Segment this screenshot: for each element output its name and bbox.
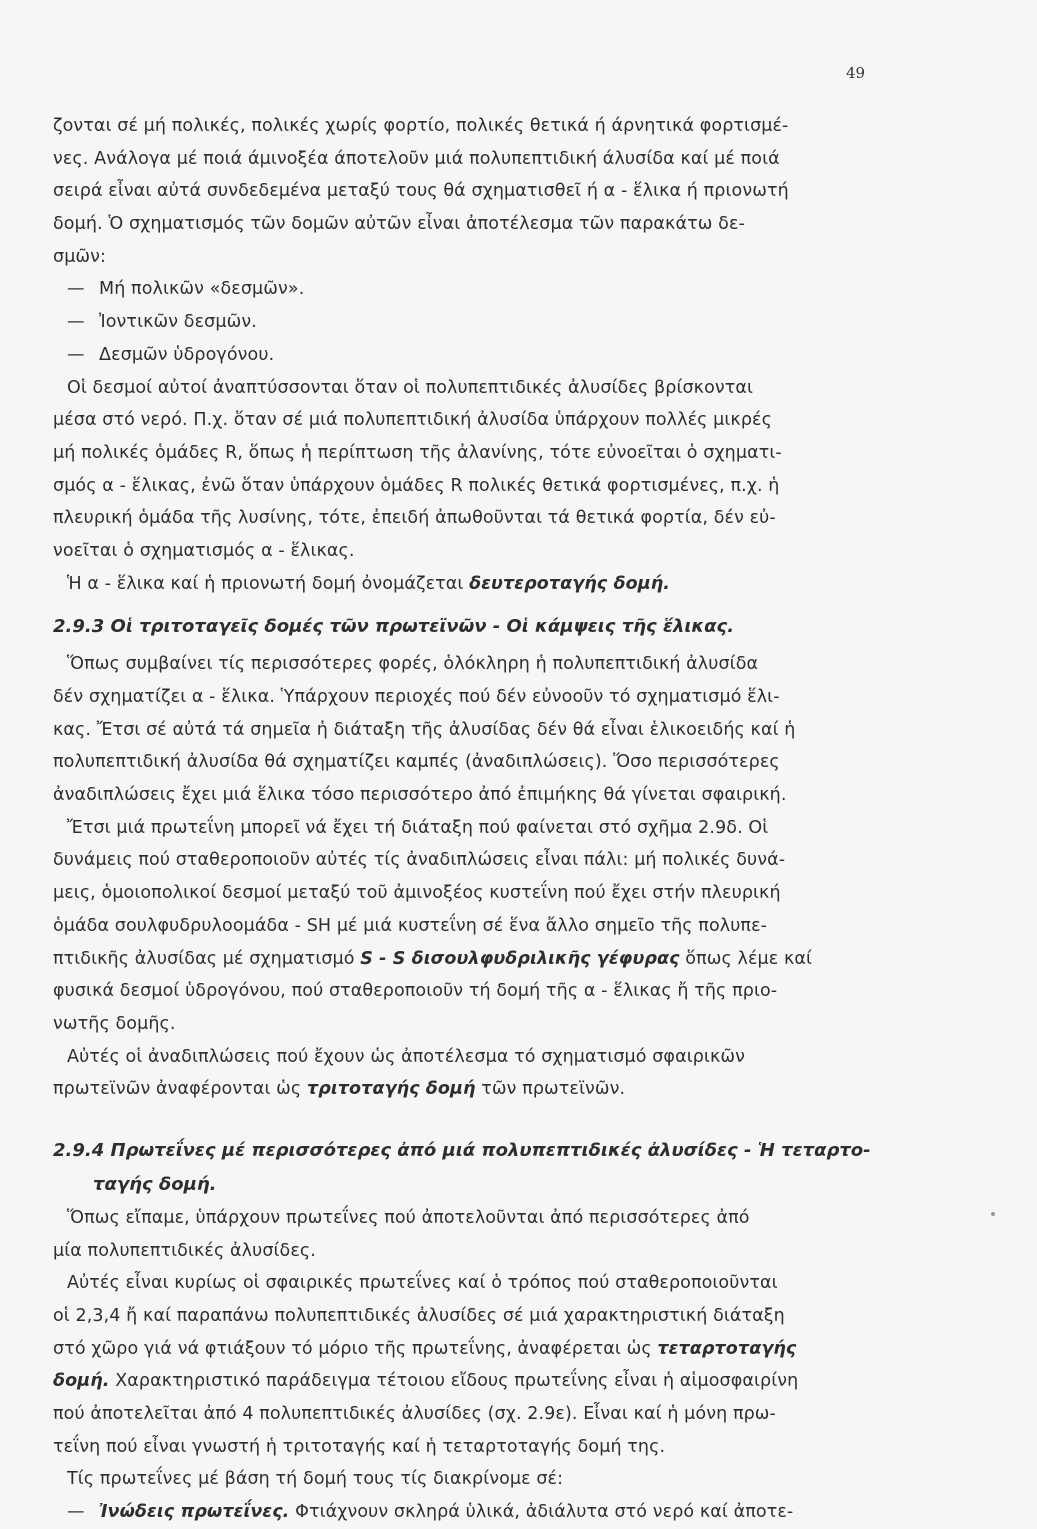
term-structure: δομή. [53,1371,110,1392]
term-tertiary-structure: τριτοταγής δομή [306,1079,476,1100]
section-heading-2-9-3: 2.9.3 Οἱ τριτοταγεῖς δομές τῶν πρωτεϊνῶν - Οἱ κάμψεις τῆς ἕλικας. [53,616,735,638]
text-span: τῶν πρωτεϊνῶν. [475,1079,626,1100]
text-line: σειρά εἶναι αὐτά συνδεδεμένα μεταξύ τους θά σχηματισθεῖ ή α - ἕλικα ή πριονωτή [53,181,789,202]
dash-marker: — [67,312,85,333]
list-item [53,273,913,306]
text-line: πού ἀποτελεῖται ἀπό 4 πολυπεπτιδικές ἀλυσίδες (σχ. 2.9ε). Εἶναι καί ἡ μόνη πρω- [53,1404,776,1425]
list-item [53,339,913,372]
list-item-text: Δεσμῶν ὑδρογόνου. [99,344,275,365]
text-line [53,943,913,976]
text-line: Οἱ δεσμοί αὐτοί ἀναπτύσσονται ὅταν οἱ πολυπεπτιδικές ἀλυσίδες βρίσκονται [67,377,754,398]
text-line [53,1073,913,1106]
text-line: Αὐτές εἶναι κυρίως οἱ σφαιρικές πρωτεΐνες καί ὁ τρόπος πού σταθεροποιοῦνται [67,1273,778,1294]
text-line: νωτῆς δομῆς. [53,1013,176,1034]
term-fibrous-proteins: Ἰνώδεις πρωτεΐνες. [99,1502,290,1523]
text-line [53,1365,913,1398]
paper-speck [991,1212,995,1216]
text-line: μέσα στό νερό. Π.χ. ὅταν σέ μιά πολυπεπτιδική ἀλυσίδα ὑπάρχουν πολλές μικρές [53,410,772,431]
text-line: ἀναδιπλώσεις ἔχει μιά ἕλικα τόσο περισσότερο ἀπό ἐπιμήκης θά γίνεται σφαιρική. [53,785,787,806]
list-item [53,306,913,339]
text-line: Ἔτσι μιά πρωτεΐνη μπορεῖ νά ἔχει τή διάταξη πού φαίνεται στό σχῆμα 2.9δ. Οἱ [67,817,769,838]
text-line [53,568,913,601]
text-line: ὁμάδα σουλφυδρυλοομάδα - SH μέ μιά κυστεΐνη σέ ἕνα ἄλλο σημεῖο τῆς πολυπε- [53,915,768,936]
text-line: νοεῖται ὁ σχηματισμός α - ἕλικας. [53,540,355,561]
text-span: Ἡ α - ἕλικα καί ἡ πριονωτή δομή ὀνομάζεται [67,573,470,594]
text-span: πτιδικῆς ἀλυσίδας μέ σχηματισμό [53,948,361,969]
text-line: δυνάμεις πού σταθεροποιοῦν αὐτές τίς ἀναδιπλώσεις εἶναι πάλι: μή πολικές δυνά- [53,850,786,871]
term-disulfide-bridge: S - S δισουλφυδριλικῆς γέφυρας [360,948,680,969]
list-item [53,1496,913,1529]
text-line: νες. Ανάλογα μέ ποιά άμινοξέα άποτελοῦν μιά πολυπεπτιδική άλυσίδα καί μέ ποιά [53,148,780,169]
text-line: μεις, ὁμοιοπολικοί δεσμοί μεταξύ τοῦ ἀμινοξέος κυστεΐνη πού ἔχει στήν πλευρική [53,883,781,904]
text-line: πλευρική ὁμάδα τῆς λυσίνης, τότε, ἐπειδή ἀπωθοῦνται τά θετικά φορτία, δέν εὐ- [53,508,776,529]
text-line: τεΐνη πού εἶναι γνωστή ἡ τριτοταγής καί ἡ τεταρτοταγής δομή της. [53,1436,666,1457]
text-span: ὅπως λέμε καί [679,948,813,969]
dash-marker: — [67,279,85,300]
text-line: φυσικά δεσμοί ὑδρογόνου, πού σταθεροποιοῦν τή δομή τῆς α - ἕλικας ἤ τῆς πριο- [53,981,778,1002]
text-line: Ὅπως συμβαίνει τίς περισσότερες φορές, ὁλόκληρη ἡ πολυπεπτιδική ἀλυσίδα [67,654,759,675]
text-line: οἱ 2,3,4 ἤ καί παραπάνω πολυπεπτιδικές ἀλυσίδες σέ μιά χαρακτηριστική διάταξη [53,1306,785,1326]
text-span: στό χῶρο γιά νά φτιάξουν τό μόριο τῆς πρωτεΐνης, ἀναφέρεται ὡς [53,1338,658,1359]
text-line: σμῶν: [53,246,107,267]
text-span: Χαρακτηριστικό παράδειγμα τέτοιου εἴδους πρωτεΐνης εἶναι ἡ αἱμοσφαιρίνη [109,1371,799,1392]
text-line: κας. Ἔτσι σέ αὐτά τά σημεῖα ἡ διάταξη τῆς ἀλυσίδας δέν θά εἶναι ἑλικοειδής καί ἡ [53,719,796,740]
text-line: πολυπεπτιδική ἀλυσίδα θά σχηματίζει καμπές (ἀναδιπλώσεις). Ὅσο περισσότερες [53,752,780,773]
text-line: δομή. Ὁ σχηματισμός τῶν δομῶν αὐτῶν εἶναι ἀποτέλεσμα τῶν παρακάτω δε- [53,214,745,235]
body-text [53,110,913,1529]
dash-marker: — [67,344,85,365]
page-number: 49 [846,64,866,82]
section-heading-2-9-4: 2.9.4 Πρωτεΐνες μέ περισσότερες ἀπό μιά πολυπεπτιδικές ἀλυσίδες - Ἡ τεταρτο- [53,1139,871,1161]
text-line: δέν σχηματίζει α - ἕλικα. Ὑπάρχουν περιοχές πού δέν εὐνοοῦν τό σχηματισμό ἕλι- [53,687,780,707]
text-span: πρωτεϊνῶν ἀναφέρονται ὡς [53,1079,307,1100]
section-heading-2-9-4-cont: ταγής δομή. [93,1173,217,1195]
text-line: ζονται σέ μή πολικές, πολικές χωρίς φορτίο, πολικές θετικά ή άρνητικά φορτισμέ- [53,116,789,136]
text-line: Αὐτές οἱ ἀναδιπλώσεις πού ἔχουν ὡς ἀποτέλεσμα τό σχηματισμό σφαιρικῶν [67,1046,746,1067]
list-item-text: Ἰοντικῶν δεσμῶν. [99,312,257,333]
text-line [53,1333,913,1366]
dash-marker: — [67,1502,85,1523]
text-span: Φτιάχνουν σκληρά ὑλικά, ἀδιάλυτα στό νερό καί ἀποτε- [289,1502,794,1523]
text-line: μία πολυπεπτιδικές ἀλυσίδες. [53,1240,316,1261]
text-line: μή πολικές ὁμάδες R, ὅπως ἡ περίπτωση τῆς ἀλανίνης, τότε εὐνοεῖται ὁ σχηματι- [53,442,782,463]
text-line: Τίς πρωτεΐνες μέ βάση τή δομή τους τίς διακρίνομε σέ: [67,1469,564,1490]
term-secondary-structure: δευτεροταγής δομή. [469,573,670,594]
term-quaternary: τεταρτοταγής [657,1338,797,1359]
list-item-text: Μή πολικῶν «δεσμῶν». [99,279,305,300]
text-line: σμός α - ἕλικας, ἐνῶ ὅταν ὑπάρχουν ὁμάδες R πολικές θετικά φορτισμένες, π.χ. ἡ [53,475,780,496]
text-line: Ὅπως εἴπαμε, ὑπάρχουν πρωτεΐνες πού ἀποτελοῦνται ἀπό περισσότερες ἀπό [67,1207,750,1228]
